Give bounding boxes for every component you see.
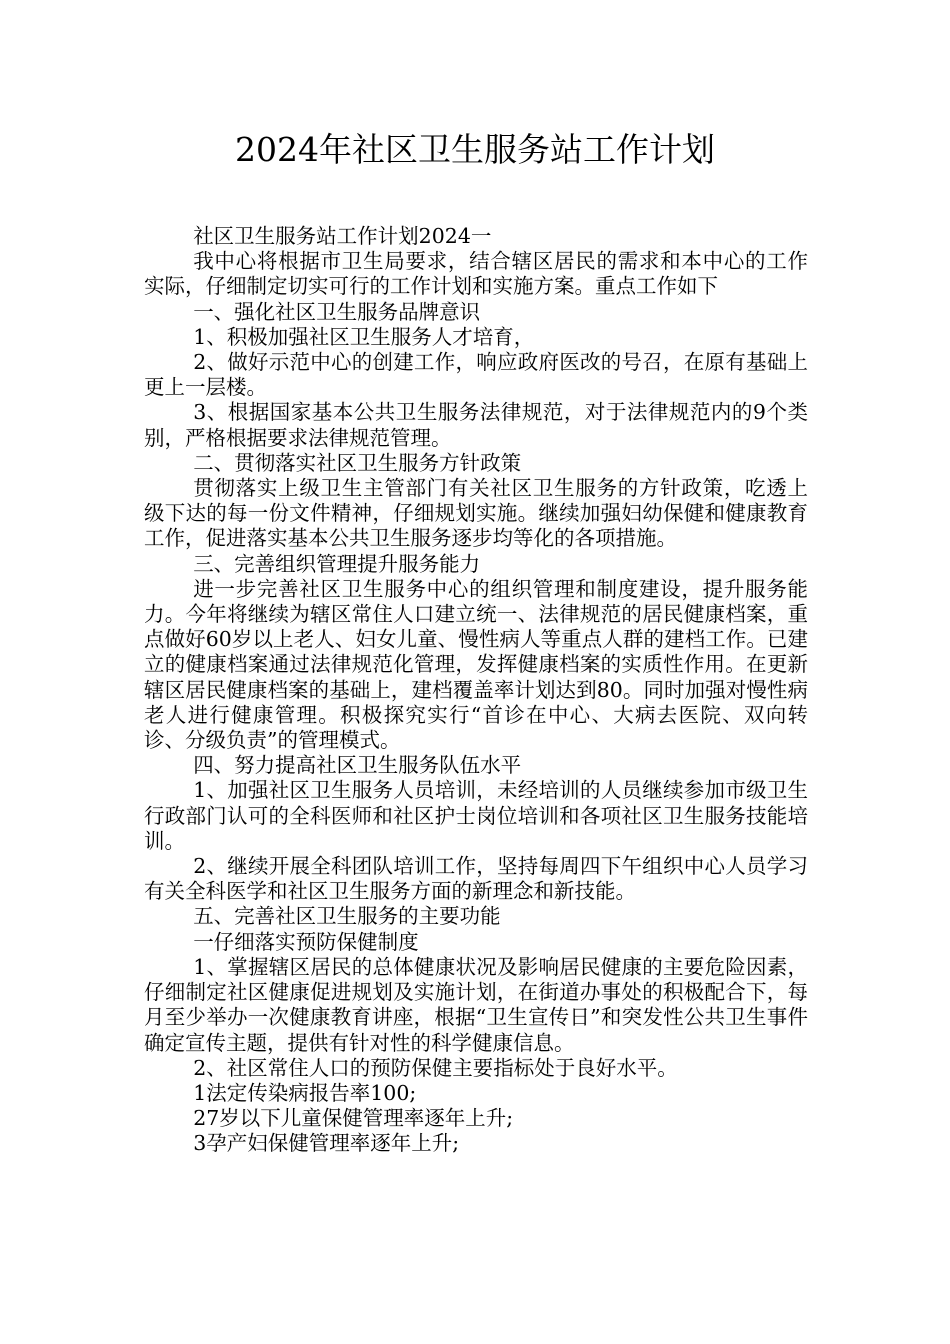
subsection-heading-5-1: 一仔细落实预防保健制度 xyxy=(193,929,419,954)
list-item-1: 1法定传染病报告率100; xyxy=(193,1080,417,1105)
section-heading-3: 三、完善组织管理提升服务能力 xyxy=(193,551,481,576)
paragraph-2: 贯彻落实上级卫生主管部门有关社区卫生服务的方针政策，吃透上级下达的每一份文件精神，仔细规划实施。继续加强妇幼保健和健康教育工作，促进落实基本公共卫生服务逐步均等化的各项措施。 xyxy=(144,476,808,551)
document-title: 2024年社区卫生服务站工作计划 xyxy=(235,130,715,169)
paragraph-1-3: 3、根据国家基本公共卫生服务法律规范，对于法律规范内的9个类别，严格根据要求法律规范管理。 xyxy=(144,400,808,450)
paragraph-5-1: 1、掌握辖区居民的总体健康状况及影响居民健康的主要危险因素，仔细制定社区健康促进规划及实施计划，在街道办事处的积极配合下，每月至少举办一次健康教育讲座，根据“卫生宣传日”和突发性公共卫生事件确定宣传主题，提供有针对性的科学健康信息。 xyxy=(144,954,808,1055)
section-heading-5: 五、完善社区卫生服务的主要功能 xyxy=(193,904,501,929)
paragraph-4-1: 1、加强社区卫生服务人员培训，未经培训的人员继续参加市级卫生行政部门认可的全科医师和社区护士岗位培训和各项社区卫生服务技能培训。 xyxy=(144,778,808,853)
paragraph-intro: 我中心将根据市卫生局要求，结合辖区居民的需求和本中心的工作实际，仔细制定切实可行的工作计划和实施方案。重点工作如下 xyxy=(144,249,808,299)
paragraph-1-2: 2、做好示范中心的创建工作，响应政府医改的号召，在原有基础上更上一层楼。 xyxy=(144,350,808,400)
list-item-3: 3孕产妇保健管理率逐年上升; xyxy=(193,1131,460,1156)
section-heading-2: 二、贯彻落实社区卫生服务方针政策 xyxy=(193,450,522,475)
list-item-2: 27岁以下儿童保健管理率逐年上升; xyxy=(193,1106,514,1131)
section-heading-4: 四、努力提高社区卫生服务队伍水平 xyxy=(193,753,522,778)
paragraph-4-2: 2、继续开展全科团队培训工作，坚持每周四下午组织中心人员学习有关全科医学和社区卫生服务方面的新理念和新技能。 xyxy=(144,854,808,904)
paragraph-5-2: 2、社区常住人口的预防保健主要指标处于良好水平。 xyxy=(193,1055,678,1080)
paragraph-intro-heading: 社区卫生服务站工作计划2024一 xyxy=(193,224,492,248)
section-heading-1: 一、强化社区卫生服务品牌意识 xyxy=(193,299,481,324)
document-body xyxy=(144,224,808,1157)
paragraph-1-1: 1、积极加强社区卫生服务人才培育， xyxy=(193,324,535,349)
paragraph-3: 进一步完善社区卫生服务中心的组织管理和制度建设，提升服务能力。今年将继续为辖区常住人口建立统一、法律规范的居民健康档案，重点做好60岁以上老人、妇女儿童、慢性病人等重点人群的建档工作。已建立的健康档案通过法律规范化管理，发挥健康档案的实质性作用。在更新辖区居民健康档案的基础上，建档覆盖率计划达到80。同时加强对慢性病老人进行健康管理。积极探究实行“首诊在中心、大病去医院、双向转诊、分级负责”的管理模式。 xyxy=(144,576,808,753)
